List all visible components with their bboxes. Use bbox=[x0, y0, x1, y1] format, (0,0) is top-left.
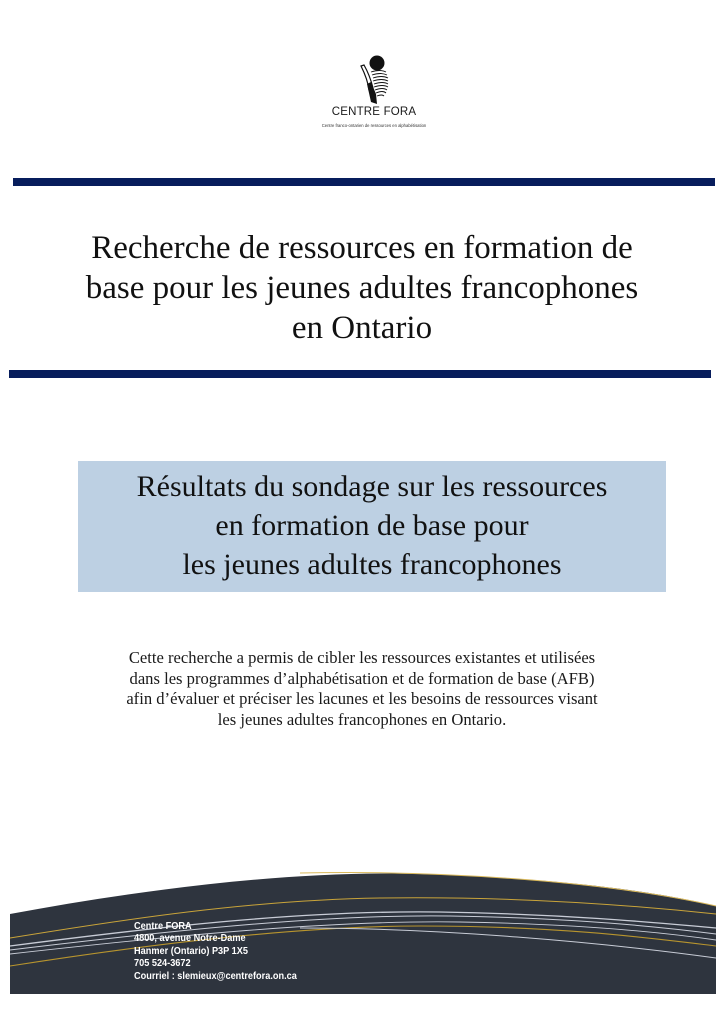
intro-line: afin d’évaluer et préciser les lacunes et les besoins de ressources visant bbox=[126, 689, 598, 708]
document-subtitle bbox=[137, 467, 608, 584]
city-postal: Hanmer (Ontario) P3P 1X5 bbox=[134, 945, 248, 957]
subtitle-line: Résultats du sondage sur les ressources bbox=[136, 470, 608, 503]
title-line: base pour les jeunes adultes francophones bbox=[85, 270, 639, 306]
subtitle-banner bbox=[78, 461, 666, 592]
footer-swoosh-graphic bbox=[0, 840, 724, 1024]
footer-band bbox=[0, 840, 724, 1024]
intro-line: les jeunes adultes francophones en Ontario. bbox=[217, 709, 507, 729]
organization-name: Centre FORA bbox=[134, 921, 192, 932]
top-divider bbox=[13, 178, 715, 186]
intro-line: dans les programmes d’alphabétisation et de formation de base (AFB) bbox=[129, 668, 595, 688]
logo-name: CENTRE FORA bbox=[331, 106, 417, 118]
subtitle-line: les jeunes adultes francophones bbox=[182, 548, 562, 581]
title-line: Recherche de ressources en formation de bbox=[91, 230, 633, 266]
street-address: 4800, avenue Notre-Dame bbox=[134, 933, 246, 945]
contact-address bbox=[134, 921, 297, 983]
bottom-divider bbox=[9, 370, 711, 378]
phone-number: 705 524-3672 bbox=[134, 958, 191, 970]
document-title bbox=[40, 228, 684, 348]
subtitle-line: en formation de base pour bbox=[215, 509, 529, 542]
email-address: Courriel : slemieux@centrefora.on.ca bbox=[134, 970, 297, 982]
logo-tagline: Centre franco-ontarien de ressources en alphabétisation bbox=[321, 123, 427, 128]
title-line: en Ontario bbox=[291, 310, 433, 346]
intro-line: Cette recherche a permis de cibler les ressources existantes et utilisées bbox=[128, 648, 596, 667]
quill-hand-logo-icon bbox=[356, 54, 392, 106]
intro-paragraph bbox=[80, 648, 644, 730]
centre-fora-logo bbox=[312, 52, 436, 134]
